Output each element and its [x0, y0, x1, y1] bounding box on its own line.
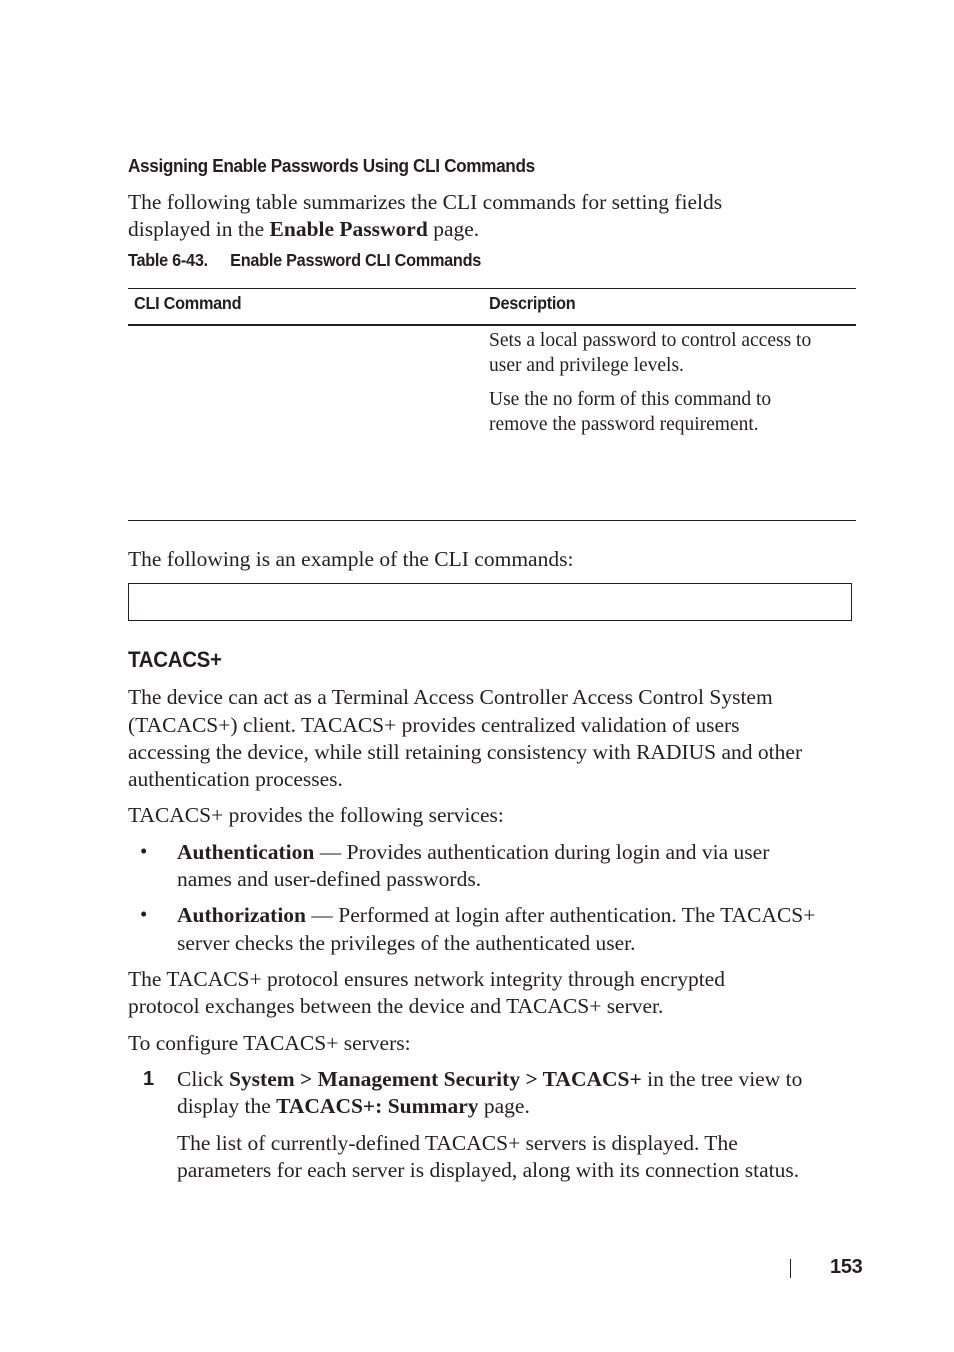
services-intro: TACACS+ provides the following services: [128, 803, 504, 827]
bullet-authorization-line-1 [177, 902, 815, 930]
enable-password-term: Enable Password [269, 217, 428, 241]
step-1-note-line: The list of currently-defined TACACS+ servers is displayed. The [177, 1131, 738, 1155]
table-header-rule [128, 324, 856, 326]
tacacs-paragraph-line: accessing the device, while still retaining consistency with RADIUS and other [128, 740, 803, 764]
table-top-rule [128, 288, 856, 289]
tacacs-paragraph-line: (TACACS+) client. TACACS+ provides centralized validation of users [128, 713, 740, 737]
table-header-description: Description [489, 293, 576, 313]
bullet-authentication-line-2: names and user-defined passwords. [177, 867, 482, 891]
table-cell-description-line: remove the password requirement. [489, 414, 759, 435]
protocol-paragraph-line: protocol exchanges between the device and TACACS+ server. [128, 994, 664, 1018]
tacacs-heading: TACACS+ [128, 647, 222, 672]
table-caption-title: Enable Password CLI Commands [230, 250, 482, 270]
step-text: page. [478, 1094, 530, 1118]
table-cell-description-line: Sets a local password to control access to [489, 330, 812, 351]
page-name: TACACS+: Summary [276, 1094, 479, 1118]
tacacs-paragraph-line: The device can act as a Terminal Access Controller Access Control System [128, 685, 773, 709]
step-text: display the [177, 1094, 277, 1118]
step-text: Click [177, 1067, 229, 1091]
table-header-cli-command: CLI Command [134, 293, 242, 313]
step-1-line-2 [177, 1093, 530, 1121]
intro-text-pre: displayed in the [128, 217, 270, 241]
step-1-line-1 [177, 1066, 802, 1094]
intro-paragraph-line-1: The following table summarizes the CLI commands for setting fields [128, 190, 723, 214]
table-bottom-rule [128, 520, 856, 521]
protocol-paragraph-line: The TACACS+ protocol ensures network integrity through encrypted [128, 967, 725, 991]
page-number: 153 [830, 1256, 863, 1278]
intro-text-post: page. [427, 217, 480, 241]
bullet-text: — Provides authentication during login and via user [314, 840, 770, 864]
bullet-authentication-line-1 [177, 839, 769, 867]
table-cell-description-line: Use the no form of this command to [489, 389, 772, 410]
step-1-note-line: parameters for each server is displayed, along with its connection status. [177, 1158, 800, 1182]
bullet-marker: • [140, 839, 148, 863]
table-caption-number: Table 6-43. [128, 250, 208, 270]
bullet-authorization-line-2: server checks the privileges of the authenticated user. [177, 931, 636, 955]
menu-path: System > Management Security > TACACS+ [228, 1067, 642, 1091]
table-caption [128, 250, 481, 271]
intro-paragraph-line-2 [128, 216, 479, 244]
step-number: 1 [143, 1068, 155, 1090]
code-example-box [128, 583, 852, 621]
footer-divider [790, 1259, 791, 1278]
bullet-text: — Performed at login after authentication. The TACACS+ [306, 903, 816, 927]
section-heading: Assigning Enable Passwords Using CLI Commands [128, 155, 535, 176]
bullet-term: Authentication [177, 840, 315, 864]
configure-intro: To configure TACACS+ servers: [128, 1031, 411, 1055]
bullet-term: Authorization [177, 903, 306, 927]
tacacs-paragraph-line: authentication processes. [128, 767, 343, 791]
table-cell-description-line: user and privilege levels. [489, 355, 684, 376]
step-text: in the tree view to [641, 1067, 803, 1091]
bullet-marker: • [140, 902, 148, 926]
example-lead-text: The following is an example of the CLI commands: [128, 547, 574, 571]
